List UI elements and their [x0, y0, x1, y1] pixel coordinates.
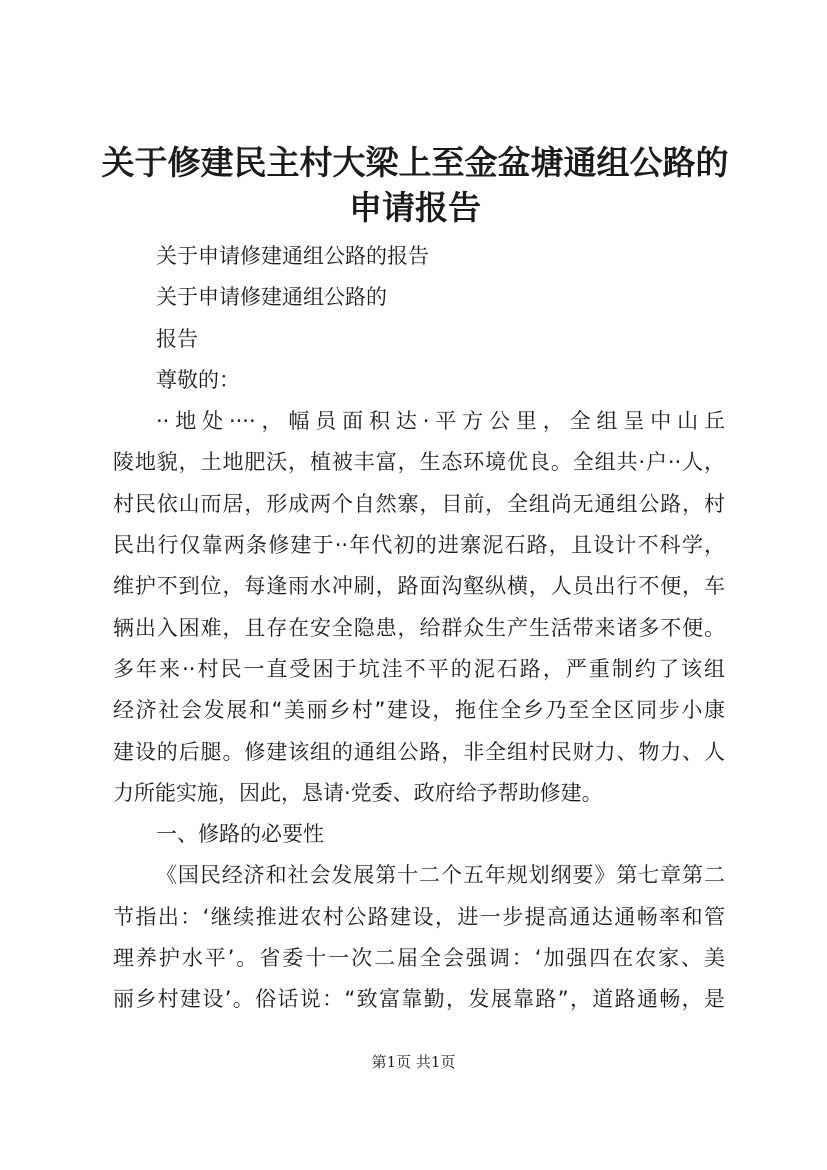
page-title: 关于修建民主村大梁上至金盆塘通组公路的申请报告 [101, 143, 729, 227]
section-heading: 一、修路的必要性 [156, 822, 324, 847]
paragraph-line: 节指出：‘继续推进农村公路建设，进一步提高通达通畅率和管 [113, 904, 725, 929]
paragraph-line: 多年来··村民一直受困于坑洼不平的泥石路，严重制约了该组 [113, 656, 725, 681]
paragraph-line: 辆出入困难，且存在安全隐患，给群众生产生活带来诸多不便。 [113, 615, 725, 640]
document-body [113, 236, 725, 1021]
paragraph-line: 力所能实施，因此，恳请·党委、政府给予帮助修建。 [113, 780, 603, 805]
heading-line: 关于申请修建通组公路的报告 [156, 244, 429, 268]
paragraph-line: 《国民经济和社会发展第十二个五年规划纲要》第七章第二 [156, 863, 725, 888]
paragraph-line: ··地处····，幅员面积达·平方公里，全组呈中山丘 [156, 409, 725, 434]
page-footer: 第1页 共1页 [371, 1053, 456, 1071]
paragraph-line: 村民依山而居，形成两个自然寨，目前，全组尚无通组公路，村 [113, 491, 725, 516]
paragraph-line: 维护不到位，每逢雨水冲刷，路面沟壑纵横，人员出行不便，车 [113, 574, 725, 599]
salutation: 尊敬的： [156, 367, 240, 392]
paragraph-line: 建设的后腿。修建该组的通组公路，非全组村民财力、物力、人 [113, 739, 725, 764]
paragraph-line: 经济社会发展和“美丽乡村”建设，拖住全乡乃至全区同步小康 [113, 698, 725, 723]
paragraph-line: 陵地貌，土地肥沃，植被丰富，生态环境优良。全组共·户··人， [113, 450, 725, 475]
heading-line: 关于申请修建通组公路的 [156, 285, 387, 310]
paragraph-line: 民出行仅靠两条修建于··年代初的进寨泥石路，且设计不科学， [113, 533, 725, 558]
heading-line: 报告 [156, 326, 198, 351]
paragraph-line: 理养护水平’。省委十一次二届全会强调：‘加强四在农家、美 [113, 946, 725, 971]
paragraph-line: 丽乡村建设’。俗话说：“致富靠勤，发展靠路”，道路通畅，是 [113, 987, 725, 1012]
